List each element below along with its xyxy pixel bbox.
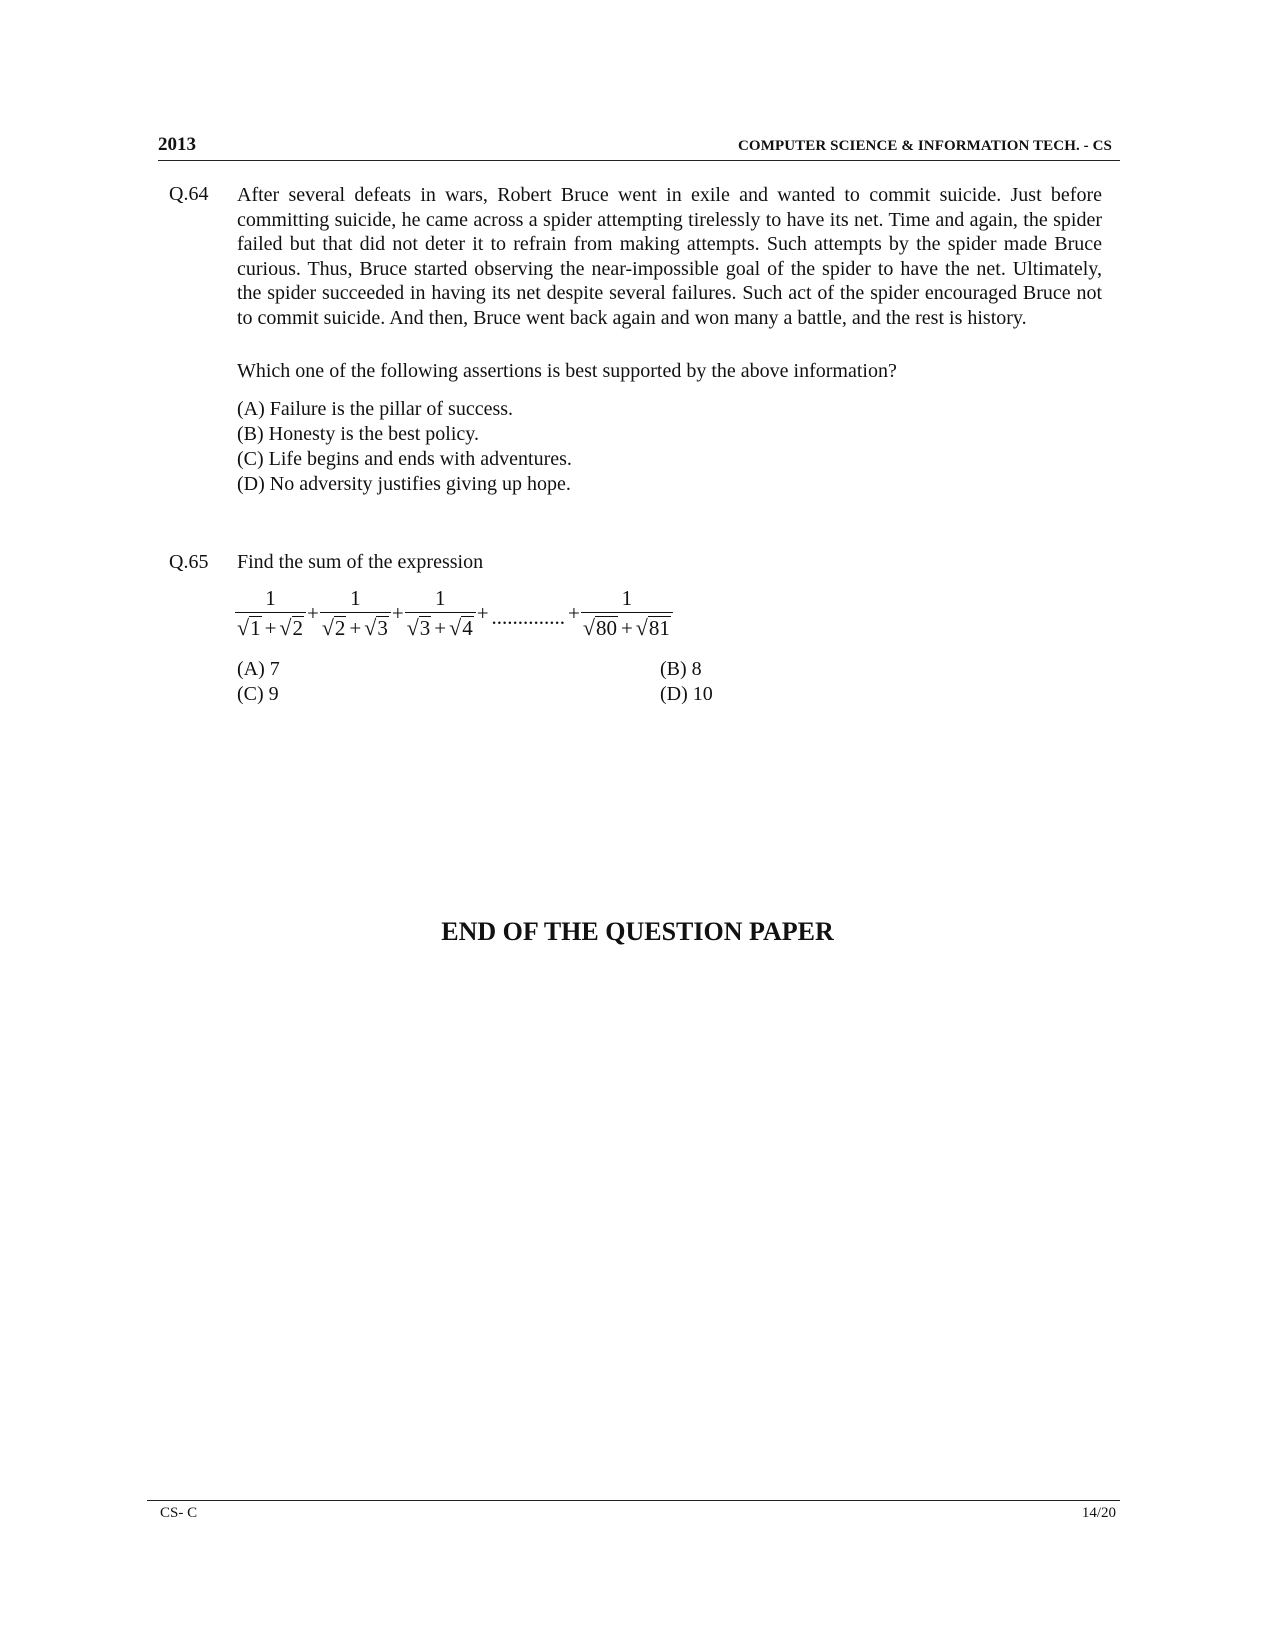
- page-number: 14/20: [1081, 1505, 1116, 1521]
- fraction-denominator: √ 3 + √ 4: [406, 614, 473, 640]
- plus-sign: +: [568, 600, 580, 625]
- square-root: √ 1: [237, 614, 261, 640]
- question-65-option-d: (D) 10: [660, 683, 713, 705]
- fraction-numerator: 1: [320, 587, 391, 613]
- fraction-term-1: [237, 587, 304, 640]
- ellipsis: ..............: [491, 604, 566, 629]
- fraction-term-last: [583, 587, 671, 640]
- question-65-option-c: (C) 9: [237, 683, 279, 705]
- exam-year: 2013: [158, 134, 196, 155]
- square-root: √ 80: [582, 614, 617, 640]
- paper-title: COMPUTER SCIENCE & INFORMATION TECH. - CS: [738, 138, 1112, 154]
- series-expression: [237, 582, 671, 644]
- question-64-prompt: Which one of the following assertions is best supported by the above information?: [237, 360, 897, 382]
- paper-code: CS- C: [160, 1505, 198, 1521]
- question-65-prompt: Find the sum of the expression: [237, 551, 484, 573]
- question-64-option-b: (B) Honesty is the best policy.: [237, 423, 480, 445]
- page-header: [158, 134, 1120, 161]
- fraction-numerator: 1: [235, 587, 306, 613]
- fraction-denominator: √ 1 + √ 2: [237, 614, 303, 640]
- fraction-numerator: 1: [405, 587, 476, 613]
- question-number-64: Q.64: [169, 183, 209, 205]
- fraction-term-3: [407, 587, 474, 640]
- fraction-term-2: [322, 587, 389, 640]
- plus-sign: +: [307, 600, 319, 625]
- question-number-65: Q.65: [169, 551, 209, 573]
- square-root: √ 4: [449, 614, 473, 640]
- fraction-denominator: √ 80 + √ 81: [582, 614, 670, 640]
- page-footer: [147, 1500, 1120, 1531]
- question-65-option-b: (B) 8: [660, 658, 702, 680]
- end-of-paper-heading: END OF THE QUESTION PAPER: [441, 917, 834, 946]
- fraction-numerator: 1: [581, 587, 673, 613]
- fraction-denominator: √ 2 + √ 3: [321, 614, 388, 640]
- question-65-option-a: (A) 7: [237, 658, 280, 680]
- plus-sign: +: [391, 600, 404, 625]
- question-64-option-d: (D) No adversity justifies giving up hope.: [237, 473, 571, 495]
- square-root: √ 2: [279, 614, 303, 640]
- square-root: √ 81: [635, 614, 670, 640]
- plus-sign: +: [476, 600, 489, 625]
- square-root: √ 2: [321, 614, 346, 640]
- square-root: √ 3: [406, 614, 431, 640]
- question-64-passage: After several defeats in wars, Robert Bruce went in exile and wanted to commit suicide. Just before committing suicide, he came across a spider attempting tirelessly to have its net. Time and again, the spider failed but that did not deter it to refrain from making attempts. Such attempts by the spider made Bruce curious. Thus, Bruce started observing the near-impossible goal of the spider to have the net. Ultimately, the spider succeeded in having its net despite several failures. Such act of the spider encouraged Bruce not to commit suicide. And then, Bruce went back again and won many a battle, and the rest is history.: [237, 184, 1102, 329]
- question-64-option-c: (C) Life begins and ends with adventures.: [237, 448, 572, 470]
- square-root: √ 3: [364, 614, 388, 640]
- question-64-option-a: (A) Failure is the pillar of success.: [237, 398, 514, 420]
